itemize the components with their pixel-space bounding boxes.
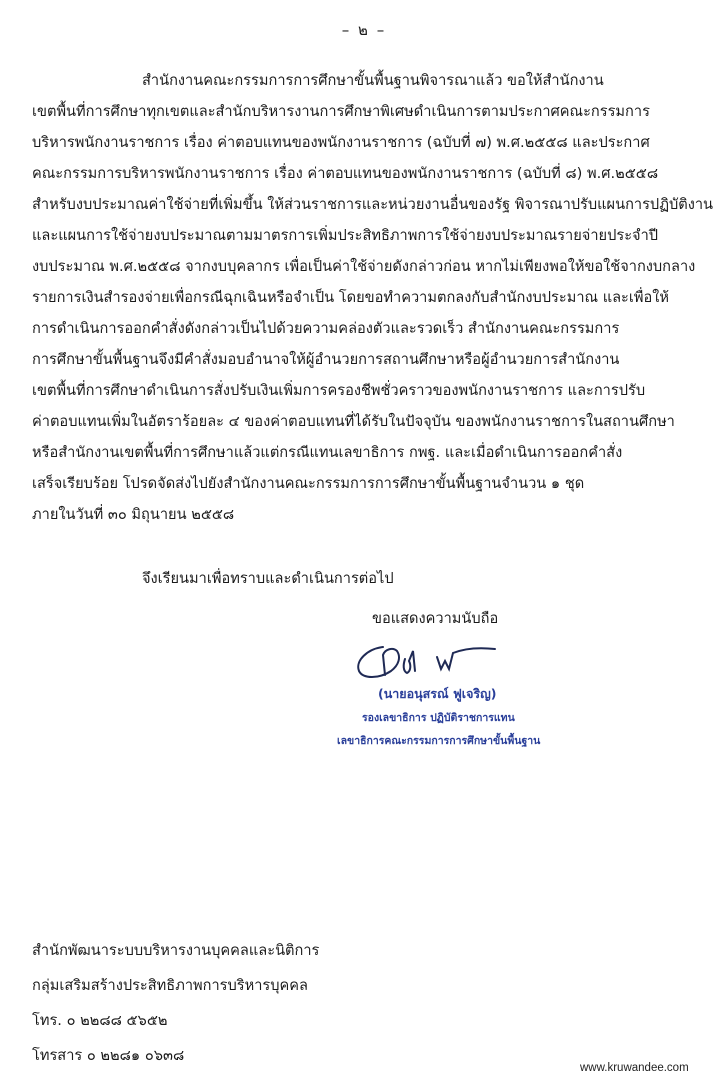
footer-group: กลุ่มเสริมสร้างประสิทธิภาพการบริหารบุคคล: [32, 977, 308, 994]
body-line: เขตพื้นที่การศึกษาดำเนินการสั่งปรับเงินเพิ่มการครองชีพชั่วคราวของพนักงานราชการ และการปรับ: [32, 382, 646, 399]
body-line: ภายในวันที่ ๓๐ มิถุนายน ๒๕๕๘: [32, 506, 235, 523]
footer-office: สำนักพัฒนาระบบบริหารงานบุคคลและนิติการ: [32, 942, 320, 959]
body-line: คณะกรรมการบริหารพนักงานราชการ เรื่อง ค่าตอบแทนของพนักงานราชการ (ฉบับที่ ๘) พ.ศ.๒๕๕๘: [32, 165, 659, 182]
letter-body: [32, 65, 716, 530]
signer-position: เลขาธิการคณะกรรมการการศึกษาขั้นพื้นฐาน: [337, 735, 541, 747]
body-line: เขตพื้นที่การศึกษาทุกเขตและสำนักบริหารงานการศึกษาพิเศษดำเนินการตามประกาศคณะกรรมการ: [32, 103, 650, 120]
body-line: ค่าตอบแทนเพิ่มในอัตราร้อยละ ๔ ของค่าตอบแทนที่ได้รับในปัจจุบัน ของพนักงานราชการในสถานศึกษา: [32, 413, 675, 430]
footer-contact: [32, 933, 319, 1073]
body-line: และแผนการใช้จ่ายงบประมาณตามมาตรการเพิ่มประสิทธิภาพการใช้จ่ายงบประมาณรายจ่ายประจำปี: [32, 227, 659, 244]
regards-text: ขอแสดงความนับถือ: [372, 610, 499, 627]
body-line: งบประมาณ พ.ศ.๒๕๕๘ จากงบบุคลากร เพื่อเป็นค่าใช้จ่ายดังกล่าวก่อน หากไม่เพียงพอให้ขอใช้จากงบกลาง: [32, 258, 696, 275]
body-line: เสร็จเรียบร้อย โปรดจัดส่งไปยังสำนักงานคณะกรรมการการศึกษาขั้นพื้นฐานจำนวน ๑ ชุด: [32, 475, 585, 492]
page-number: – ๒ –: [341, 21, 387, 39]
body-line: หรือสำนักงานเขตพื้นที่การศึกษาแล้วแต่กรณีแทนเลขาธิการ กพฐ. และเมื่อดำเนินการออกคำสั่ง: [32, 444, 623, 461]
footer-fax: โทรสาร ๐ ๒๒๘๑ ๐๖๓๘: [32, 1047, 185, 1064]
body-line: การศึกษาขั้นพื้นฐานจึงมีคำสั่งมอบอำนาจให้ผู้อำนวยการสถานศึกษาหรือผู้อำนวยการสำนักงาน: [32, 351, 620, 368]
body-line: บริหารพนักงานราชการ เรื่อง ค่าตอบแทนของพนักงานราชการ (ฉบับที่ ๗) พ.ศ.๒๕๕๘ และประกาศ: [32, 134, 650, 151]
body-line: สำนักงานคณะกรรมการการศึกษาขั้นพื้นฐานพิจารณาแล้ว ขอให้สำนักงาน: [142, 72, 604, 89]
body-line: การดำเนินการออกคำสั่งดังกล่าวเป็นไปด้วยความคล่องตัวและรวดเร็ว สำนักงานคณะกรรมการ: [32, 320, 620, 337]
signature-image: [345, 635, 525, 685]
closing-line: จึงเรียนมาเพื่อทราบและดำเนินการต่อไป: [142, 570, 394, 587]
signer-name: (นายอนุสรณ์ ฟูเจริญ): [378, 686, 497, 701]
body-line: รายการเงินสำรองจ่ายเพื่อกรณีฉุกเฉินหรือจำเป็น โดยขอทำความตกลงกับสำนักงบประมาณ และเพื่อให้: [32, 289, 669, 306]
signer-position: รองเลขาธิการ ปฏิบัติราชการแทน: [362, 712, 515, 724]
watermark-url: www.kruwandee.com: [580, 1062, 689, 1074]
body-line: สำหรับงบประมาณค่าใช้จ่ายที่เพิ่มขึ้น ให้ส่วนราชการและหน่วยงานอื่นของรัฐ พิจารณาปรับแผนการปฏิบัติงาน: [32, 196, 714, 213]
footer-phone: โทร. ๐ ๒๒๘๘ ๕๖๕๒: [32, 1012, 168, 1029]
